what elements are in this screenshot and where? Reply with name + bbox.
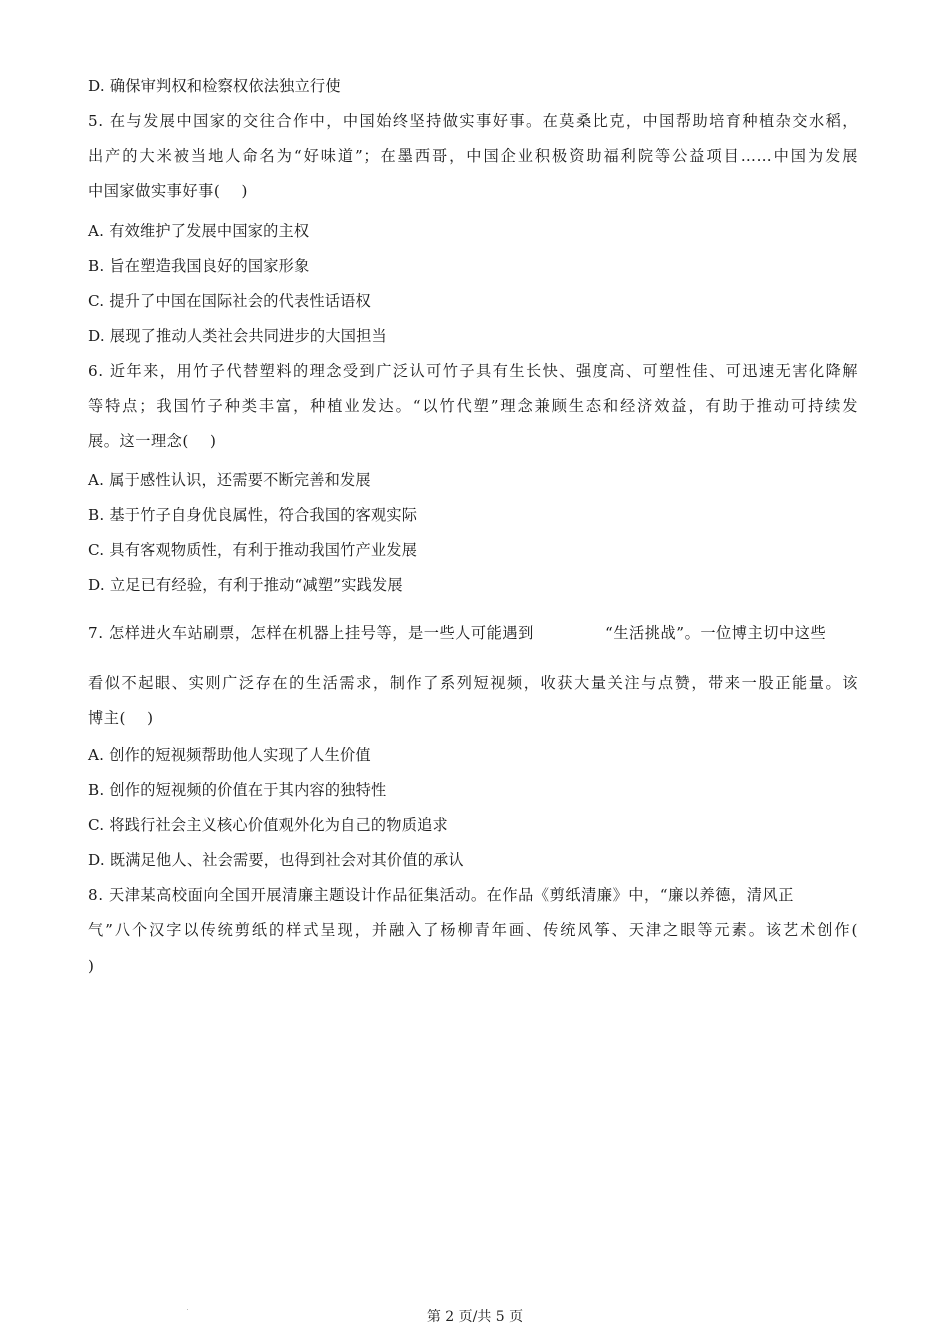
question-6-option-d: D. 立足已有经验，有利于推动“减塑”实践发展 <box>88 576 403 594</box>
question-7-stem-line-1b: “生活挑战”。一位博主切中这些 <box>605 624 827 642</box>
question-7-option-d: D. 既满足他人、社会需要，也得到社会对其价值的承认 <box>88 851 464 869</box>
question-5-option-a: A. 有效维护了发展中国家的主权 <box>88 222 310 240</box>
question-7-stem-line-1a: 7. 怎样进火车站刷票，怎样在机器上挂号等，是一些人可能遇到 <box>88 624 534 642</box>
question-6-option-a: A. 属于感性认识，还需要不断完善和发展 <box>88 471 371 489</box>
question-5-option-c: C. 提升了中国在国际社会的代表性话语权 <box>88 292 371 310</box>
question-5-stem-line-3: 中国家做实事好事( ) <box>88 182 248 200</box>
question-7-stem-line-2: 看似不起眼、实则广泛存在的生活需求，制作了系列短视频，收获大量关注与点赞，带来一股正能量。该 <box>88 674 858 692</box>
question-5-stem-line-1: 5. 在与发展中国家的交往合作中，中国始终坚持做实事好事。在莫桑比克，中国帮助培育种植杂交水稻， <box>88 112 858 130</box>
question-7-option-a: A. 创作的短视频帮助他人实现了人生价值 <box>88 746 371 764</box>
question-7-option-b: B. 创作的短视频的价值在于其内容的独特性 <box>88 781 387 799</box>
question-5-option-b: B. 旨在塑造我国良好的国家形象 <box>88 257 310 275</box>
question-8-stem-line-3: ) <box>88 957 95 975</box>
question-7-option-c: C. 将践行社会主义核心价值观外化为自己的物质追求 <box>88 816 448 834</box>
question-6-stem-line-1: 6. 近年来，用竹子代替塑料的理念受到广泛认可竹子具有生长快、强度高、可塑性佳、可迅速无害化降解 <box>88 362 858 380</box>
question-7-stem-line-3: 博主( ) <box>88 709 154 727</box>
question-5-option-d: D. 展现了推动人类社会共同进步的大国担当 <box>88 327 387 345</box>
question-8-stem-line-2: 气”八个汉字以传统剪纸的样式呈现，并融入了杨柳青年画、传统风筝、天津之眼等元素。该艺术创作( <box>88 921 858 939</box>
question-5-stem-line-2: 出产的大米被当地人命名为“好味道”；在墨西哥，中国企业积极资助福利院等公益项目……中国为发展 <box>88 147 858 165</box>
question-6-option-b: B. 基于竹子自身优良属性，符合我国的客观实际 <box>88 506 418 524</box>
page-footer: 第 2 页/共 5 页 <box>426 1309 524 1325</box>
question-8-stem-line-1: 8. 天津某高校面向全国开展清廉主题设计作品征集活动。在作品《剪纸清廉》中，“廉以养德，清风正 <box>88 886 794 904</box>
question-6-stem-line-2: 等特点；我国竹子种类丰富，种植业发达。“以竹代塑”理念兼顾生态和经济效益，有助于推动可持续发 <box>88 397 858 415</box>
question-6-option-c: C. 具有客观物质性，有利于推动我国竹产业发展 <box>88 541 418 559</box>
question-6-stem-line-3: 展。这一理念( ) <box>88 432 217 450</box>
option-4d: D. 确保审判权和检察权依法独立行使 <box>88 77 341 95</box>
